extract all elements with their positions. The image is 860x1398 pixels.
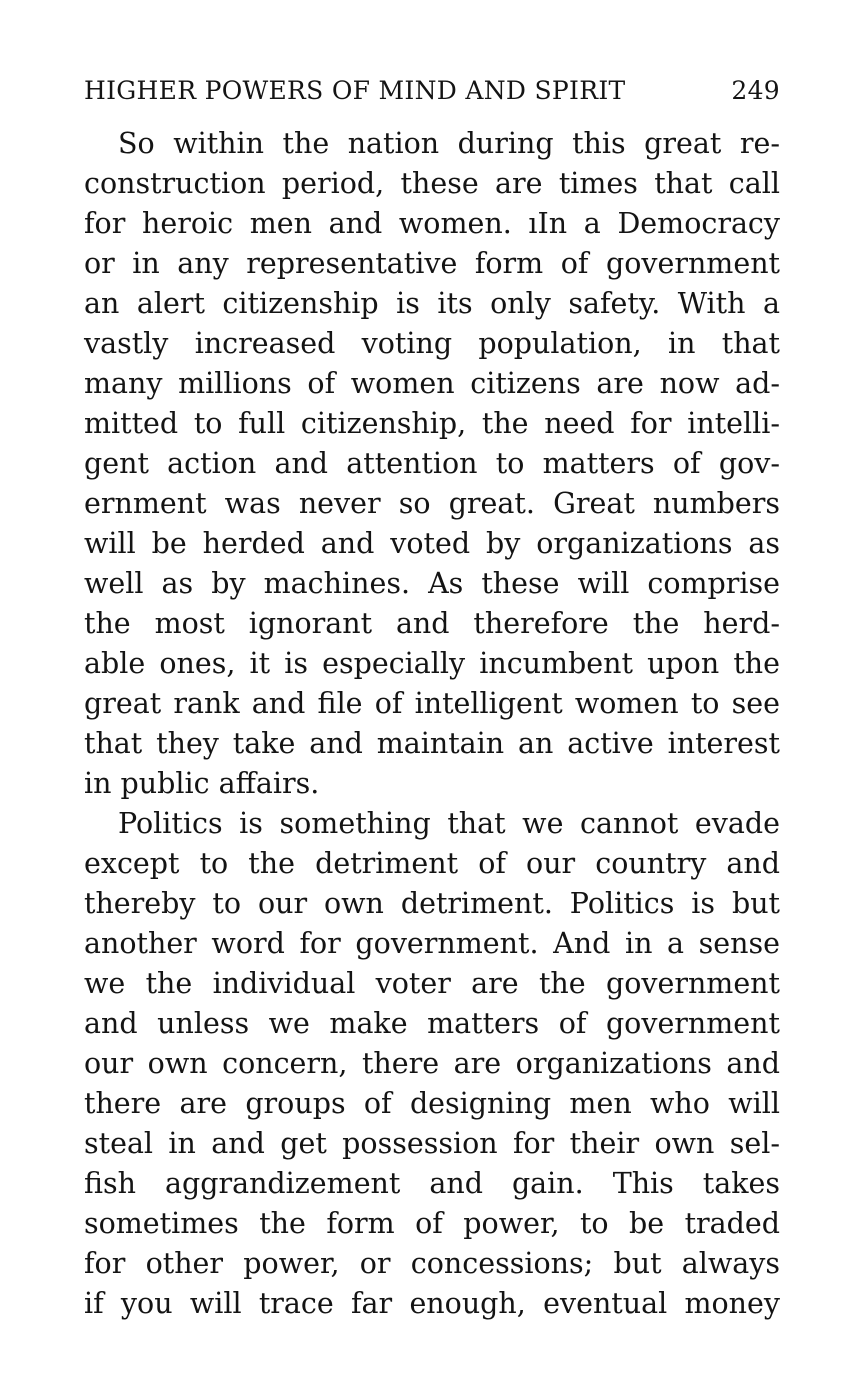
text-line: there are groups of designing men who will [84,1087,780,1120]
running-title: HIGHER POWERS OF MIND AND SPIRIT [84,76,626,105]
text-line: steal in and get possession for their own sel- [84,1127,780,1160]
text-line: vastly increased voting population, in that [84,327,780,360]
paragraph-1 [84,124,780,804]
text-line: construction period, these are times that call [84,167,780,200]
text-line: we the individual voter are the government [84,967,780,1000]
text-line: So within the nation during this great re- [118,127,780,160]
text-line: our own concern, there are organizations and [84,1047,780,1080]
text-line: mitted to full citizenship, the need for intelli- [84,407,780,440]
text-line: for heroic men and women. ıIn a Democracy [84,207,780,240]
running-head [84,76,780,112]
text-line: if you will trace far enough, eventual money [84,1287,780,1320]
text-line: the most ignorant and therefore the herd- [84,607,780,640]
text-line: except to the detriment of our country and [84,847,780,880]
paragraph-2 [84,804,780,1324]
text-line: great rank and file of intelligent women to see [84,687,780,720]
text-line: another word for government. And in a sense [84,927,780,960]
text-line: for other power, or concessions; but always [84,1247,780,1280]
page-number: 249 [731,76,780,105]
text-line: well as by machines. As these will comprise [84,567,780,600]
text-line: Politics is something that we cannot evade [118,807,780,840]
text-line: an alert citizenship is its only safety. With a [84,287,780,320]
body-text [84,124,780,1324]
text-line: or in any representative form of government [84,247,780,280]
text-line: in public affairs. [84,767,320,800]
text-line: fish aggrandizement and gain. This takes [84,1167,780,1200]
text-line: sometimes the form of power, to be traded [84,1207,780,1240]
text-line: gent action and attention to matters of gov- [84,447,780,480]
text-line: able ones, it is especially incumbent upon the [84,647,780,680]
text-line: many millions of women citizens are now ad- [84,367,780,400]
text-line: will be herded and voted by organizations as [84,527,780,560]
text-line: that they take and maintain an active interest [84,727,780,760]
text-line: ernment was never so great. Great numbers [84,487,780,520]
text-line: and unless we make matters of government [84,1007,780,1040]
text-line: thereby to our own detriment. Politics is but [84,887,780,920]
